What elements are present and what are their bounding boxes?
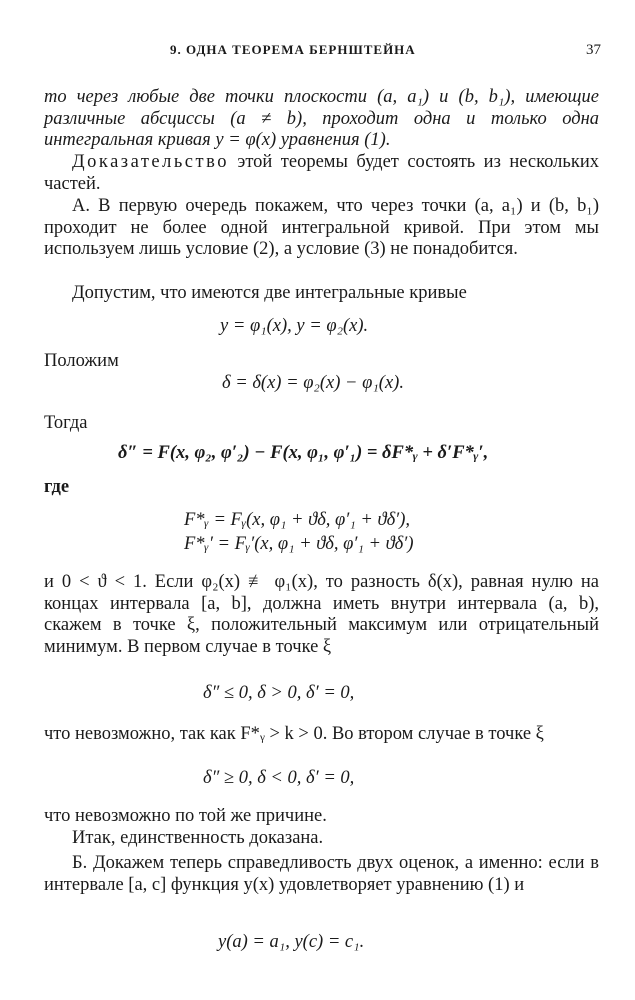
formula-fy: F*ᵧ = Fᵧ(x, φ₁ + ϑδ, φ′₁ + ϑδ′),: [184, 510, 411, 530]
formula-boundary: y(a) = a₁, y(c) = c₁.: [218, 932, 365, 952]
case2-text: что невозможно, так как F*ᵧ > k > 0. Во втором случае в точке ξ: [44, 724, 544, 744]
case-analysis-text: и 0 < ϑ < 1. Если φ₂(x) ≢ φ₁(x), то разность δ(x), равная нулю на концах интервала [a, b], должна иметь внутри интервала (a, b), скажем в точке ξ, положительный максимум или отрицательный минимум. В первом случае в точке ξ: [44, 572, 599, 657]
label-togda: Тогда: [44, 413, 88, 433]
part-a-text: А. В первую очередь покажем, что через точки (a, a₁) и (b, b₁) проходит не более одной интегральной кривой. При этом мы используем лишь условие (2), а условие (3) не понадобится.: [44, 196, 599, 259]
formula-case1: δ″ ≤ 0, δ > 0, δ′ = 0,: [203, 683, 355, 703]
assume-text: Допустим, что имеются две интегральные кривые: [72, 283, 467, 303]
page-number: 37: [586, 42, 601, 58]
impossible-text: что невозможно по той же причине.: [44, 806, 327, 826]
formula-fyprime: F*ᵧ′ = Fᵧ′(x, φ₁ + ϑδ, φ′₁ + ϑδ′): [184, 534, 414, 554]
formula-curves: y = φ₁(x), y = φ₂(x).: [220, 316, 369, 336]
proof-intro-rest: этой теоремы будет состоять из нескольких частей.: [44, 152, 599, 194]
proof-intro: [44, 152, 599, 195]
uniqueness-conclusion: Итак, единственность доказана.: [72, 828, 324, 848]
chapter-title: 9. ОДНА ТЕОРЕМА БЕРНШТЕЙНА: [170, 42, 416, 57]
formula-second-derivative: δ″ = F(x, φ₂, φ′₂) − F(x, φ₁, φ′₁) = δF*ᵧ + δ′F*ᵧ′,: [118, 443, 489, 463]
part-b-text: Б. Докажем теперь справедливость двух оценок, а именно: если в интервале [a, c] функция y(x) удовлетворяет уравнению (1) и: [44, 853, 599, 895]
theorem-text: то через любые две точки плоскости (a, a₁) и (b, b₁), имеющие различные абсциссы (a ≠ b), проходит одна и только одна интегральная кривая y = φ(x) уравнения (1).: [44, 87, 599, 150]
label-gde: где: [44, 477, 70, 497]
formula-case2: δ″ ≥ 0, δ < 0, δ′ = 0,: [203, 768, 355, 788]
proof-word: Доказательство: [72, 152, 229, 172]
label-polozhim: Положим: [44, 351, 119, 371]
formula-delta: δ = δ(x) = φ₂(x) − φ₁(x).: [222, 373, 404, 393]
